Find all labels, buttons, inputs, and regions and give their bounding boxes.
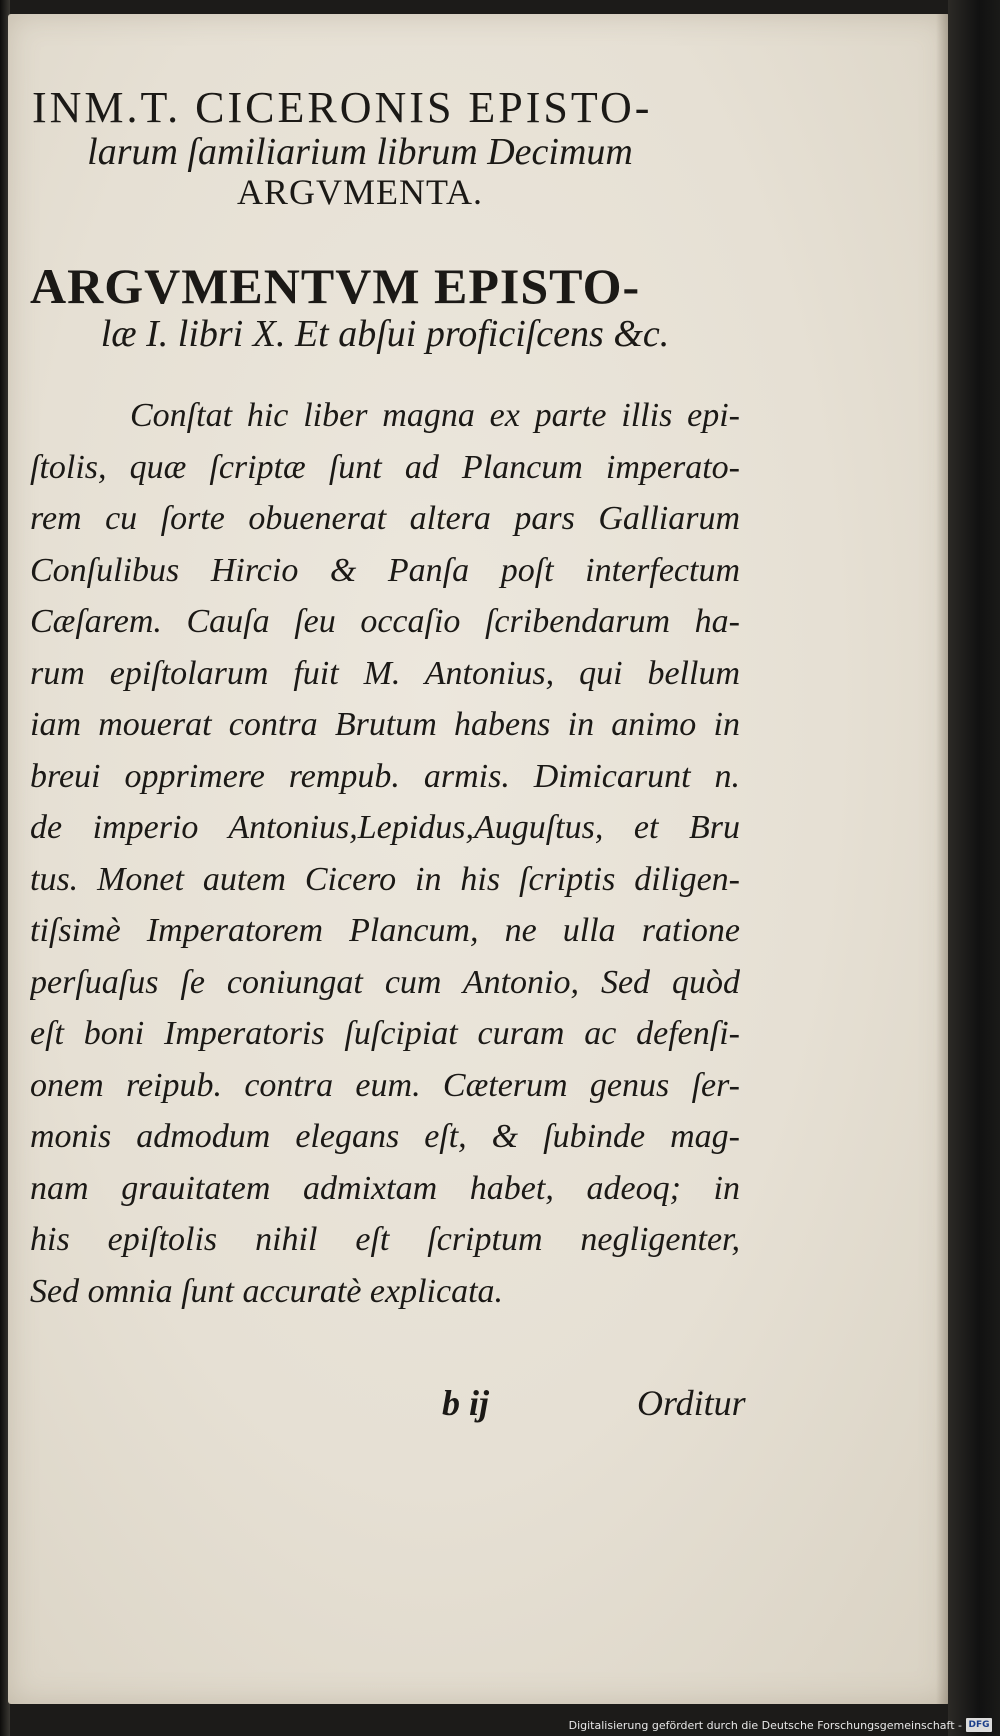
body-line: Sed omnia ſunt accuratè explicata. [30,1272,504,1310]
body-line: Conſtat hic liber magna ex parte illis epi- [130,397,740,435]
argument-title [30,259,750,356]
body-line: Conſulibus Hircio & Panſa poſt interfectum [30,551,740,589]
heading-line: larum ſamiliarium librum Decimum [87,130,633,173]
page-text-block [30,84,750,1317]
page-heading [30,84,750,211]
body-line: breui opprimere rempub. armis. Dimicarunt n. [30,757,740,795]
body-line: eſt boni Imperatoris ſuſcipiat curam ac defenſi- [30,1015,740,1053]
page-edge-right [948,0,1000,1736]
paper-sheet [8,14,950,1704]
dfg-logo-icon: DFG [966,1718,992,1732]
catchword: Orditur [637,1383,746,1423]
body-line: onem reipub. contra eum. Cæterum genus ſer- [30,1066,740,1104]
body-line: ſtolis, quæ ſcriptæ ſunt ad Plancum imperato- [30,448,740,486]
body-line: monis admodum elegans eſt, & ſubinde mag- [30,1118,740,1156]
body-line: nam grauitatem admixtam habet, adeoq; in [30,1169,740,1207]
body-line: perſuaſus ſe coniungat cum Antonio, Sed quòd [30,963,740,1001]
body-line: rem cu ſorte obuenerat altera pars Galliarum [30,500,740,538]
credit-bar [0,1716,1000,1736]
body-paragraph [30,390,750,1317]
body-line: Cæſarem. Cauſa ſeu occaſio ſcribendarum ha- [30,603,740,641]
heading-line: INM.T. CICERONIS EPISTO- [32,83,653,132]
heading-line: ARGVMENTA. [236,171,484,212]
body-line: tiſsimè Imperatorem Plancum, ne ulla ratione [30,912,740,950]
page-footer [30,1382,760,1442]
body-line: de imperio Antonius,Lepidus,Auguſtus, et Bru [30,809,740,847]
argument-title-line: læ I. libri X. Et abſui proficiſcens &c. [100,313,670,356]
credit-text: Digitalisierung gefördert durch die Deutsche Forschungsgemeinschaft - [568,1719,962,1732]
body-line: rum epiſtolarum fuit M. Antonius, qui bellum [30,654,740,692]
body-line: iam mouerat contra Brutum habens in animo in [30,706,740,744]
argument-title-line: ARGVMENTVM EPISTO- [30,258,641,315]
body-line: his epiſtolis nihil eſt ſcriptum negligenter, [30,1221,740,1259]
signature-mark: b ij [442,1383,490,1423]
body-line: tus. Monet autem Cicero in his ſcriptis diligen- [30,860,740,898]
